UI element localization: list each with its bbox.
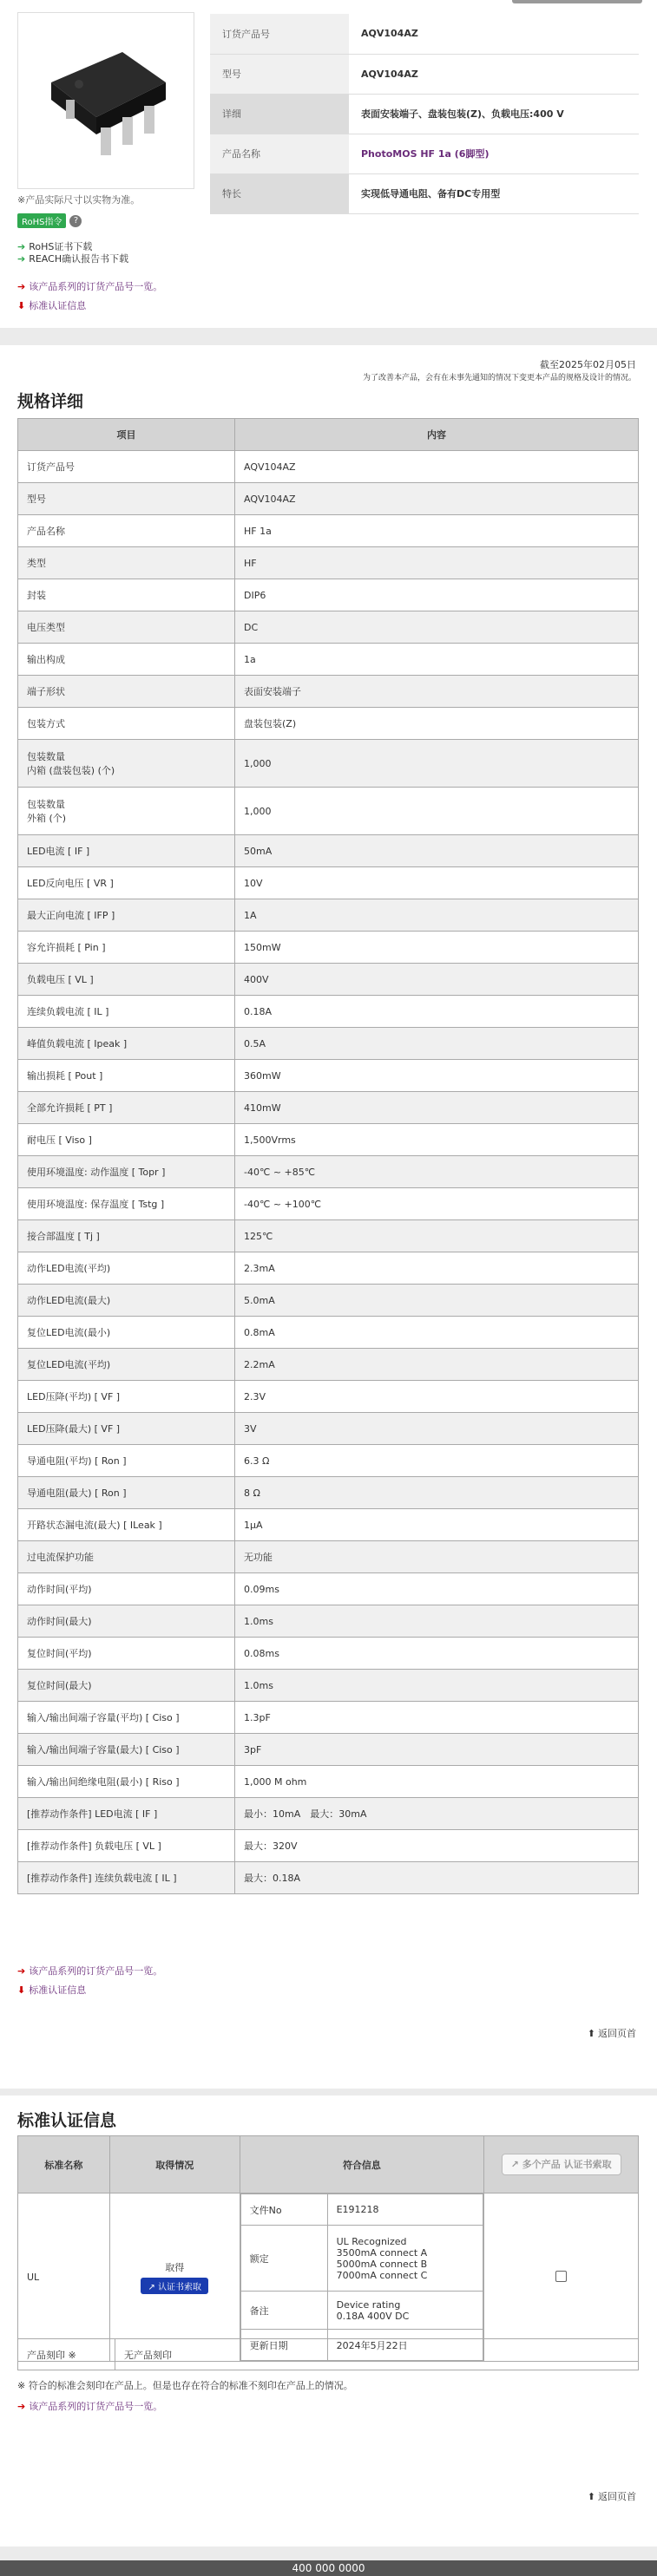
col-header-status: 取得情况: [109, 2136, 240, 2194]
back-to-top-link[interactable]: ⬆ 返回页首: [587, 2027, 636, 2039]
summary-key: 详细: [210, 94, 349, 134]
spec-key: 复位时间(最大): [18, 1670, 235, 1702]
arrow-right-icon: ➔: [17, 2400, 26, 2412]
spec-value: 10V: [235, 867, 639, 899]
spec-key: 包装数量 外箱 (个): [18, 788, 235, 835]
spec-key: 输入/输出间端子容量(最大) [ Ciso ]: [18, 1734, 235, 1766]
footer-bar: 400 000 0000: [0, 2560, 657, 2576]
help-icon[interactable]: ?: [69, 215, 82, 227]
cert-request-button[interactable]: ↗ 认证书索取: [141, 2278, 208, 2294]
spec-key: 包装数量 内箱 (盘装包装) (个): [18, 740, 235, 788]
spec-key: 输出构成: [18, 644, 235, 676]
spec-title: 规格详细: [17, 392, 84, 411]
spec-key: 复位时间(平均): [18, 1638, 235, 1670]
info-value: Device rating 0.18A 400V DC: [327, 2292, 483, 2330]
arrow-up-right-icon: ↗: [148, 2283, 155, 2292]
spec-value: -40℃ ~ +85℃: [235, 1156, 639, 1188]
arrow-right-icon: ➔: [17, 240, 26, 252]
col-header-standard: 标准名称: [18, 2136, 110, 2194]
spec-key: 电压类型: [18, 611, 235, 644]
spec-row: [18, 1670, 639, 1702]
spec-value: 125℃: [235, 1220, 639, 1252]
spec-row: [18, 611, 639, 644]
arrow-up-icon: ⬆: [587, 2490, 595, 2502]
spec-value: DIP6: [235, 579, 639, 611]
col-header-content: 内容: [235, 419, 639, 451]
spec-row: [18, 1605, 639, 1638]
spec-value: 1,500Vrms: [235, 1124, 639, 1156]
spec-row: [18, 1092, 639, 1124]
spec-value: HF 1a: [235, 515, 639, 547]
col-header-item: 项目: [18, 419, 235, 451]
spec-row: [18, 483, 639, 515]
arrow-right-icon: ➔: [17, 252, 26, 265]
spec-value: 410mW: [235, 1092, 639, 1124]
spec-value: 1a: [235, 644, 639, 676]
spec-value: 1.3pF: [235, 1702, 639, 1734]
spec-row: [18, 1702, 639, 1734]
spec-value: 3V: [235, 1413, 639, 1445]
spec-key: 最大正向电流 [ IFP ]: [18, 899, 235, 932]
spec-key: 复位LED电流(平均): [18, 1349, 235, 1381]
mark-label: 产品刻印 ※: [18, 2339, 115, 2370]
spec-value: 0.09ms: [235, 1573, 639, 1605]
spec-value: 1,000: [235, 740, 639, 788]
spec-value: 1,000: [235, 788, 639, 835]
spec-row: [18, 964, 639, 996]
info-key: 额定: [240, 2226, 327, 2292]
reach-report-download-link[interactable]: ➔ REACH确认报告书下载: [17, 252, 129, 265]
spec-value: 5.0mA: [235, 1285, 639, 1317]
info-value: UL Recognized 3500mA connect A 5000mA connect B 7000mA connect C: [327, 2226, 483, 2292]
spec-key: LED压降(平均) [ VF ]: [18, 1381, 235, 1413]
product-name-link[interactable]: PhotoMOS HF 1a (6脚型): [349, 134, 639, 173]
spec-row: [18, 1124, 639, 1156]
status-value: 取得: [165, 2262, 185, 2273]
spec-key: 订货产品号: [18, 451, 235, 483]
summary-value: AQV104AZ: [349, 14, 639, 54]
summary-value: 表面安装端子、盘装包装(Z)、负载电压:400 V: [349, 94, 639, 134]
spec-key: 包装方式: [18, 708, 235, 740]
multi-cert-request-button[interactable]: ↗ 多个产品 认证书索取: [502, 2154, 621, 2175]
back-to-top-link[interactable]: ⬆ 返回页首: [587, 2490, 636, 2502]
spec-key: 开路状态漏电流(最大) [ ILeak ]: [18, 1509, 235, 1541]
spec-row: [18, 867, 639, 899]
spec-key: 型号: [18, 483, 235, 515]
spec-table: [17, 418, 639, 1894]
spec-value: 0.5A: [235, 1028, 639, 1060]
spec-change-note: 为了改善本产品，会有在未事先通知的情况下变更本产品的规格及设计的情况。: [362, 374, 636, 382]
series-list-link[interactable]: ➔ 该产品系列的订货产品号一览。: [17, 280, 163, 292]
product-summary-table: [210, 14, 639, 214]
product-summary-panel: [0, 0, 657, 328]
summary-key: 型号: [210, 54, 349, 94]
spec-row: [18, 1156, 639, 1188]
spec-value: DC: [235, 611, 639, 644]
spec-value: 最大：320V: [235, 1830, 639, 1862]
spec-value: 1.0ms: [235, 1670, 639, 1702]
spec-value: 1A: [235, 899, 639, 932]
spec-row: [18, 1638, 639, 1670]
spec-row: [18, 1220, 639, 1252]
summary-key: 订货产品号: [210, 14, 349, 54]
series-list-link[interactable]: ➔ 该产品系列的订货产品号一览。: [17, 1965, 163, 1977]
standard-name: UL: [18, 2194, 110, 2362]
image-note: ※产品实际尺寸以实物为准。: [17, 194, 141, 206]
spec-key: 输入/输出间端子容量(平均) [ Ciso ]: [18, 1702, 235, 1734]
spec-row: [18, 1060, 639, 1092]
spec-row: [18, 835, 639, 867]
rohs-badge[interactable]: RoHS指令: [17, 213, 66, 228]
spec-row: [18, 579, 639, 611]
spec-row: [18, 1381, 639, 1413]
spec-row: [18, 1766, 639, 1798]
col-header-multi: [484, 2136, 639, 2194]
spec-key: 输出损耗 [ Pout ]: [18, 1060, 235, 1092]
summary-key: 特长: [210, 173, 349, 213]
summary-value: 实现低导通电阻、备有DC专用型: [349, 173, 639, 213]
spec-row: [18, 1445, 639, 1477]
spec-value: 1,000 M ohm: [235, 1766, 639, 1798]
spec-key: 导通电阻(平均) [ Ron ]: [18, 1445, 235, 1477]
info-key: 文件No: [240, 2194, 327, 2226]
spec-row: [18, 1734, 639, 1766]
spec-row: [18, 1541, 639, 1573]
spec-key: 动作LED电流(最大): [18, 1285, 235, 1317]
spec-row: [18, 644, 639, 676]
spec-row: [18, 740, 639, 788]
cert-table: [17, 2135, 639, 2362]
spec-row: [18, 788, 639, 835]
arrow-down-icon: ⬇: [17, 1984, 26, 1996]
spec-value: 0.8mA: [235, 1317, 639, 1349]
spec-row: [18, 899, 639, 932]
spec-value: 50mA: [235, 835, 639, 867]
spec-value: 150mW: [235, 932, 639, 964]
spec-value: 3pF: [235, 1734, 639, 1766]
spec-value: 2.3V: [235, 1381, 639, 1413]
spec-value: 2.3mA: [235, 1252, 639, 1285]
arrow-up-icon: ⬆: [587, 2027, 595, 2039]
scroll-indicator: [512, 0, 642, 3]
spec-key: 全部允许损耗 [ PT ]: [18, 1092, 235, 1124]
select-checkbox[interactable]: [555, 2271, 567, 2282]
spec-key: LED反向电压 [ VR ]: [18, 867, 235, 899]
spec-row: [18, 1862, 639, 1894]
summary-key: 产品名称: [210, 134, 349, 173]
cert-panel: [0, 2095, 657, 2547]
spec-key: [推荐动作条件] 负载电压 [ VL ]: [18, 1830, 235, 1862]
summary-value: AQV104AZ: [349, 54, 639, 94]
spec-value: 6.3 Ω: [235, 1445, 639, 1477]
cert-info-link[interactable]: ⬇ 标准认证信息: [17, 299, 87, 311]
spec-key: 容允许损耗 [ Pin ]: [18, 932, 235, 964]
arrow-right-icon: ➔: [17, 1965, 26, 1977]
spec-key: 输入/输出间绝缘电阻(最小) [ Riso ]: [18, 1766, 235, 1798]
spec-key: 使用环境温度: 保存温度 [ Tstg ]: [18, 1188, 235, 1220]
spec-row: [18, 515, 639, 547]
spec-key: 使用环境温度: 动作温度 [ Topr ]: [18, 1156, 235, 1188]
spec-value: -40℃ ~ +100℃: [235, 1188, 639, 1220]
spec-key: 过电流保护功能: [18, 1541, 235, 1573]
spec-value: 最小：10mA 最大：30mA: [235, 1798, 639, 1830]
spec-key: 复位LED电流(最小): [18, 1317, 235, 1349]
select-cell: [484, 2194, 639, 2362]
spec-detail-panel: [0, 345, 657, 2089]
spec-row: [18, 1188, 639, 1220]
mark-note: ※ 符合的标准会刻印在产品上。但是也存在符合的标准不刻印在产品上的情况。: [17, 2380, 353, 2391]
spec-row: [18, 996, 639, 1028]
spec-value: 0.08ms: [235, 1638, 639, 1670]
product-image: [17, 12, 194, 189]
info-key: 更新日期: [240, 2330, 327, 2361]
spec-row: [18, 1798, 639, 1830]
spec-value: 360mW: [235, 1060, 639, 1092]
info-value: 2024年5月22日: [327, 2330, 483, 2361]
spec-key: 动作时间(平均): [18, 1573, 235, 1605]
as-of-date: 截至2025年02月05日: [540, 359, 636, 370]
spec-key: 负载电压 [ VL ]: [18, 964, 235, 996]
spec-row: [18, 1477, 639, 1509]
spec-row: [18, 1028, 639, 1060]
info-cell: [240, 2194, 484, 2362]
spec-key: LED电流 [ IF ]: [18, 835, 235, 867]
spec-value: 2.2mA: [235, 1349, 639, 1381]
spec-value: 1.0ms: [235, 1605, 639, 1638]
mark-value: 无产品刻印: [115, 2339, 639, 2370]
spec-row: [18, 708, 639, 740]
spec-row: [18, 1830, 639, 1862]
spec-key: 端子形状: [18, 676, 235, 708]
spec-key: [推荐动作条件] 连续负载电流 [ IL ]: [18, 1862, 235, 1894]
spec-key: 连续负载电流 [ IL ]: [18, 996, 235, 1028]
rohs-row: [17, 213, 82, 228]
spec-row: [18, 1509, 639, 1541]
spec-value: 表面安装端子: [235, 676, 639, 708]
status-cell: [109, 2194, 240, 2362]
spec-key: 产品名称: [18, 515, 235, 547]
spec-value: 无功能: [235, 1541, 639, 1573]
spec-value: AQV104AZ: [235, 451, 639, 483]
cert-info-link[interactable]: ⬇ 标准认证信息: [17, 1984, 87, 1996]
spec-value: HF: [235, 547, 639, 579]
spec-key: LED压降(最大) [ VF ]: [18, 1413, 235, 1445]
spec-row: [18, 1349, 639, 1381]
arrow-right-icon: ➔: [17, 280, 26, 292]
series-list-link[interactable]: ➔ 该产品系列的订货产品号一览。: [17, 2400, 163, 2412]
spec-key: 导通电阻(最大) [ Ron ]: [18, 1477, 235, 1509]
spec-key: 峰值负载电流 [ Ipeak ]: [18, 1028, 235, 1060]
spec-key: 耐电压 [ Viso ]: [18, 1124, 235, 1156]
spec-value: 0.18A: [235, 996, 639, 1028]
spec-row: [18, 547, 639, 579]
product-mark-table: [17, 2338, 639, 2370]
cert-info-table: [240, 2194, 484, 2361]
spec-row: [18, 451, 639, 483]
spec-key: [推荐动作条件] LED电流 [ IF ]: [18, 1798, 235, 1830]
spec-key: 动作时间(最大): [18, 1605, 235, 1638]
info-key: 备注: [240, 2292, 327, 2330]
spec-value: 最大：0.18A: [235, 1862, 639, 1894]
spec-row: [18, 676, 639, 708]
arrow-up-right-icon: ↗: [510, 2159, 519, 2170]
spec-row: [18, 1413, 639, 1445]
spec-row: [18, 1317, 639, 1349]
spec-key: 动作LED电流(平均): [18, 1252, 235, 1285]
spec-row: [18, 1573, 639, 1605]
spec-key: 类型: [18, 547, 235, 579]
arrow-down-icon: ⬇: [17, 299, 26, 311]
rohs-certificate-download-link[interactable]: ➔ RoHS证书下载: [17, 240, 93, 252]
spec-row: [18, 1252, 639, 1285]
info-value: E191218: [327, 2194, 483, 2226]
spec-row: [18, 932, 639, 964]
spec-value: 1μA: [235, 1509, 639, 1541]
spec-key: 封装: [18, 579, 235, 611]
spec-value: 盘装包装(Z): [235, 708, 639, 740]
spec-value: AQV104AZ: [235, 483, 639, 515]
cert-title: 标准认证信息: [17, 2111, 117, 2130]
col-header-info: 符合信息: [240, 2136, 484, 2194]
spec-key: 接合部温度 [ Tj ]: [18, 1220, 235, 1252]
spec-value: 8 Ω: [235, 1477, 639, 1509]
spec-value: 400V: [235, 964, 639, 996]
spec-row: [18, 1285, 639, 1317]
